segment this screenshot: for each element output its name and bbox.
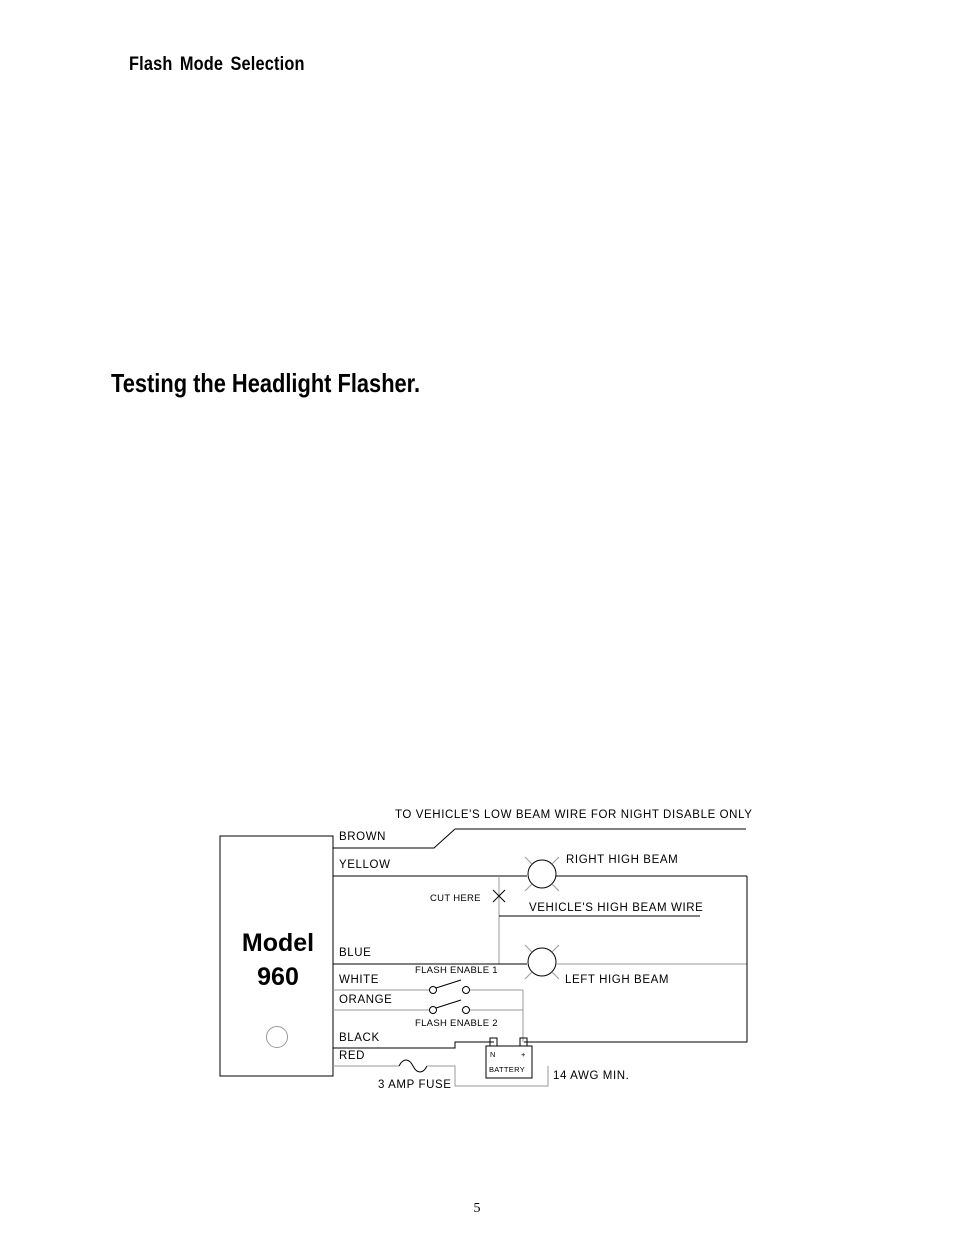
- fuse-icon: [399, 1060, 427, 1072]
- vehicle-high-beam-wire-label: VEHICLE'S HIGH BEAM WIRE: [529, 902, 704, 914]
- wire-label-brown: BROWN: [339, 831, 387, 843]
- testing-heading: Testing the Headlight Flasher.: [111, 368, 421, 398]
- flash-enable-2-label: FLASH ENABLE 2: [415, 1018, 498, 1029]
- flash-enable-1-label: FLASH ENABLE 1: [415, 965, 498, 976]
- wire-label-black: BLACK: [339, 1032, 380, 1044]
- left-high-beam-label: LEFT HIGH BEAM: [565, 974, 670, 986]
- indicator-led-icon: [267, 1027, 288, 1048]
- right-high-beam-label: RIGHT HIGH BEAM: [566, 854, 679, 866]
- page-number: 5: [473, 1201, 481, 1216]
- flash-enable-2-switch-icon: [430, 1000, 470, 1014]
- flash-enable-1-switch-icon: [430, 980, 470, 994]
- wire-label-yellow: YELLOW: [339, 859, 391, 871]
- awg-label: 14 AWG MIN.: [553, 1070, 630, 1082]
- low-beam-note: TO VEHICLE'S LOW BEAM WIRE FOR NIGHT DISABLE ONLY: [395, 809, 753, 821]
- ground-return-wire: [524, 876, 747, 1042]
- cut-here-label: CUT HERE: [430, 893, 481, 904]
- wire-label-white: WHITE: [339, 974, 380, 986]
- battery-neg-label: N: [490, 1050, 496, 1059]
- model-label-line1: Model: [241, 929, 315, 957]
- wiring-diagram: [0, 790, 954, 1100]
- left-high-beam-lamp-icon: [525, 945, 559, 979]
- right-high-beam-lamp-icon: [525, 857, 559, 891]
- wire-label-blue: BLUE: [339, 947, 372, 959]
- fuse-label: 3 AMP FUSE: [378, 1079, 452, 1091]
- flash-mode-heading: Flash Mode Selection: [129, 54, 305, 75]
- battery-label: BATTERY: [489, 1065, 525, 1074]
- model-label-line2: 960: [257, 963, 299, 991]
- battery-pos-label: +: [521, 1050, 526, 1059]
- wire-label-red: RED: [339, 1050, 366, 1062]
- wire-label-orange: ORANGE: [339, 994, 393, 1006]
